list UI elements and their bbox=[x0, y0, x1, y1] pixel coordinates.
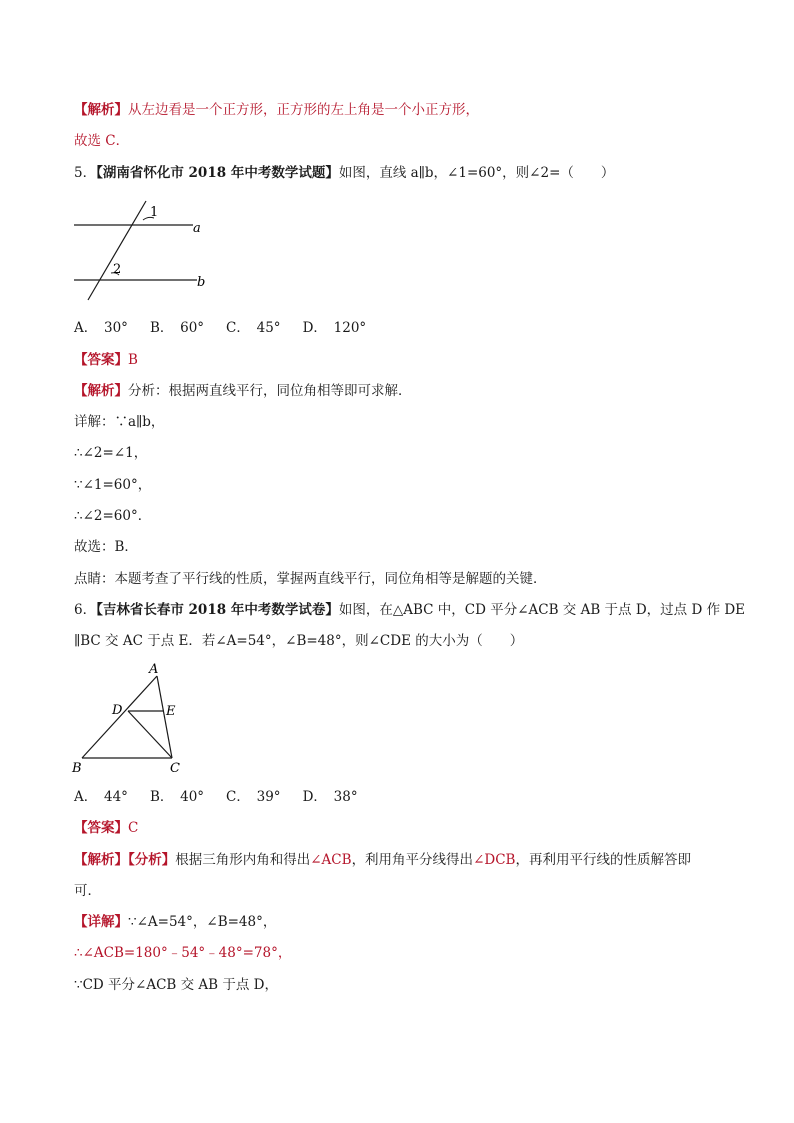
q5-number: 5． bbox=[74, 165, 97, 181]
q4-analysis-tag: 【解析】 bbox=[74, 102, 128, 118]
q6-analysis-line1 bbox=[74, 850, 724, 870]
q5-option-a: A． 30° bbox=[74, 320, 128, 336]
q5-label-2: 2 bbox=[113, 262, 122, 277]
q6-options bbox=[74, 787, 724, 807]
q5-detail-1: 详解：∵a∥b， bbox=[74, 414, 165, 430]
q5-stem bbox=[74, 163, 724, 183]
q6-answer-tag: 【答案】 bbox=[74, 820, 128, 836]
q6-analysis-p1: 根据三角形内角和得出 bbox=[175, 852, 311, 868]
q5-options bbox=[74, 318, 724, 338]
q5-option-d: D． 120° bbox=[302, 320, 367, 336]
q5-answer: B bbox=[128, 352, 138, 368]
q5-detail-4: ∴∠2=60°． bbox=[74, 508, 152, 524]
q4-choose: 故选 C． bbox=[74, 133, 130, 149]
q6-label-b: B bbox=[72, 761, 82, 776]
q6-detail-3: ∵CD 平分∠ACB 交 AB 于点 D， bbox=[74, 977, 279, 993]
q6-answer: C bbox=[128, 820, 139, 836]
q5-option-c: C． 45° bbox=[226, 320, 281, 336]
q5-analysis-line bbox=[74, 381, 724, 401]
q5-detail-2: ∴∠2=∠1， bbox=[74, 445, 148, 461]
q6-detail-1: ∵∠A=54°，∠B=48°， bbox=[128, 914, 277, 930]
q6-source: 【吉林省长春市 2018 年中考数学试卷】 bbox=[96, 602, 339, 618]
q5-figure bbox=[66, 196, 216, 306]
q4-analysis-line bbox=[74, 100, 724, 120]
q6-detail-tag: 【详解】 bbox=[74, 914, 128, 930]
q5-analysis-tag: 【解析】 bbox=[74, 383, 128, 399]
q5-stem-text: 如图，直线 a∥b，∠1=60°，则∠2=（ ） bbox=[338, 165, 615, 181]
q5-comment: 点睛：本题考查了平行线的性质，掌握两直线平行，同位角相等是解题的关键． bbox=[74, 571, 547, 587]
q4-analysis-text: 从左边看是一个正方形，正方形的左上角是一个小正方形， bbox=[128, 102, 479, 118]
q5-analysis-text: 分析：根据两直线平行，同位角相等即可求解． bbox=[128, 383, 412, 399]
q6-stem-text1: 如图，在△ABC 中，CD 平分∠ACB 交 AB 于点 D，过点 D 作 DE bbox=[338, 602, 746, 618]
q6-analysis-line2: 可． bbox=[74, 883, 101, 899]
q6-stem-line1 bbox=[74, 600, 746, 620]
q6-label-e: E bbox=[166, 704, 176, 719]
q5-label-a: a bbox=[193, 221, 201, 236]
q5-label-1: 1 bbox=[150, 205, 159, 220]
q5-answer-tag: 【答案】 bbox=[74, 352, 128, 368]
q5-source: 【湖南省怀化市 2018 年中考数学试题】 bbox=[96, 165, 339, 181]
q6-option-b: B． 40° bbox=[149, 789, 205, 805]
q5-answer-line bbox=[74, 350, 724, 370]
q5-option-b: B． 60° bbox=[149, 320, 205, 336]
q6-answer-line bbox=[74, 818, 724, 838]
q5-transversal bbox=[88, 201, 146, 300]
q6-figure bbox=[66, 660, 196, 778]
q6-detail-line1 bbox=[74, 912, 724, 932]
q5-detail-5: 故选：B． bbox=[74, 539, 138, 555]
q6-label-c: C bbox=[170, 761, 180, 776]
q6-option-c: C． 39° bbox=[226, 789, 281, 805]
q5-detail-3: ∵∠1=60°， bbox=[74, 477, 152, 493]
q6-stem-line2: ∥BC 交 AC 于点 E．若∠A=54°，∠B=48°，则∠CDE 的大小为（ ） bbox=[74, 633, 524, 649]
q6-label-d: D bbox=[112, 703, 123, 718]
q6-analysis-tag: 【解析】【分析】 bbox=[74, 852, 176, 868]
q6-analysis-red2: ∠DCB bbox=[473, 852, 516, 868]
q6-detail-2: ∴∠ACB=180°﹣54°﹣48°=78°， bbox=[74, 945, 292, 961]
q6-analysis-p2: ，利用角平分线得出 bbox=[351, 852, 474, 868]
q6-option-d: D． 38° bbox=[302, 789, 358, 805]
q5-label-b: b bbox=[197, 275, 206, 290]
q6-label-a: A bbox=[149, 662, 159, 677]
q6-option-a: A． 44° bbox=[74, 789, 128, 805]
q6-number: 6． bbox=[74, 602, 97, 618]
q6-analysis-red1: ∠ACB bbox=[310, 852, 352, 868]
q6-analysis-p3: ，再利用平行线的性质解答即 bbox=[515, 852, 691, 868]
